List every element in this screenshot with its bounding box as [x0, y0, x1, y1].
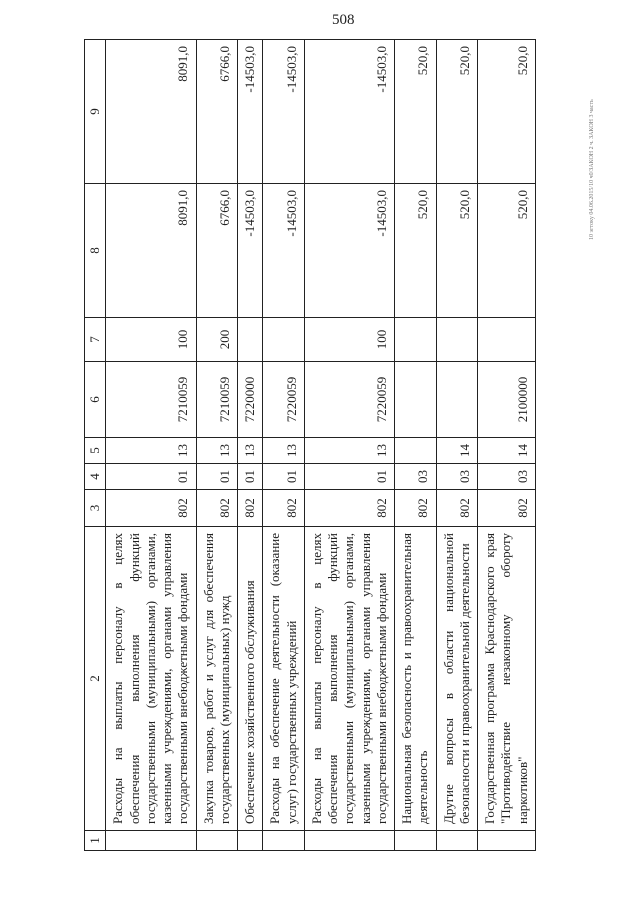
row-number-cell: [304, 831, 394, 851]
expense-type-cell: [263, 318, 305, 362]
subsection-code-cell: 13: [263, 438, 305, 464]
expense-type-cell: 100: [106, 318, 196, 362]
header-cell: 9: [85, 40, 106, 184]
ministry-code-cell: 802: [436, 490, 478, 527]
table-row: [238, 40, 263, 851]
ministry-code-cell: 802: [106, 490, 196, 527]
target-article-cell: 7210059: [196, 362, 238, 438]
table-row: [436, 40, 478, 851]
header-cell: 5: [85, 438, 106, 464]
total-amount-cell: 8091,0: [106, 40, 196, 184]
section-code-cell: 03: [478, 464, 536, 490]
total-amount-cell: 520,0: [395, 40, 437, 184]
subsection-code-cell: 13: [238, 438, 263, 464]
target-article-cell: 7220000: [238, 362, 263, 438]
expense-type-cell: 200: [196, 318, 238, 362]
subsection-code-cell: 14: [436, 438, 478, 464]
header-cell: 4: [85, 464, 106, 490]
subsection-code-cell: 14: [478, 438, 536, 464]
target-article-cell: 7220059: [263, 362, 305, 438]
table-row: [478, 40, 536, 851]
row-number-cell: [106, 831, 196, 851]
ministry-code-cell: 802: [304, 490, 394, 527]
row-number-cell: [395, 831, 437, 851]
total-amount-cell: 520,0: [436, 40, 478, 184]
total-amount-cell: -14503,0: [304, 40, 394, 184]
amount-cell: 520,0: [395, 184, 437, 318]
amount-cell: 6766,0: [196, 184, 238, 318]
target-article-cell: 7210059: [106, 362, 196, 438]
section-code-cell: 03: [395, 464, 437, 490]
section-code-cell: 01: [263, 464, 305, 490]
page-number: 508: [332, 12, 355, 28]
footer-text: 10 эгтоку 04.06.2015/10 ч0/ЗАКОН 2 ч. ЗАКОН 3 часть: [589, 99, 595, 240]
amount-cell: 8091,0: [106, 184, 196, 318]
section-code-cell: 01: [304, 464, 394, 490]
description-cell: Национальная безопасность и правоохранительная деятельность: [395, 527, 437, 831]
table-row: [304, 40, 394, 851]
rotated-page: [84, 40, 614, 851]
description-cell: Расходы на обеспечение деятельности (оказание услуг) государственных учреждений: [263, 527, 305, 831]
target-article-cell: [395, 362, 437, 438]
ministry-code-cell: 802: [263, 490, 305, 527]
amount-cell: 520,0: [436, 184, 478, 318]
header-cell: 3: [85, 490, 106, 527]
total-amount-cell: -14503,0: [263, 40, 305, 184]
budget-table: [84, 39, 536, 851]
subsection-code-cell: 13: [106, 438, 196, 464]
ministry-code-cell: 802: [478, 490, 536, 527]
description-cell: Расходы на выплаты персоналу в целях обеспечения выполнения функций государственными (муниципальными) органами, казенными учреждениями, органами управления государственными внебюджетными фондами: [304, 527, 394, 831]
row-number-cell: [436, 831, 478, 851]
row-number-cell: [196, 831, 238, 851]
target-article-cell: [436, 362, 478, 438]
expense-type-cell: [478, 318, 536, 362]
description-cell: Закупка товаров, работ и услуг для обеспечения государственных (муниципальных) нужд: [196, 527, 238, 831]
ministry-code-cell: 802: [395, 490, 437, 527]
section-code-cell: 03: [436, 464, 478, 490]
subsection-code-cell: [395, 438, 437, 464]
description-cell: Расходы на выплаты персоналу в целях обеспечения выполнения функций государственными (муниципальными) органами, казенными учреждениями, органами управления государственными внебюджетными фондами: [106, 527, 196, 831]
row-number-cell: [478, 831, 536, 851]
row-number-cell: [263, 831, 305, 851]
table-row: [263, 40, 305, 851]
header-cell: 1: [85, 831, 106, 851]
total-amount-cell: 6766,0: [196, 40, 238, 184]
header-cell: 8: [85, 184, 106, 318]
total-amount-cell: -14503,0: [238, 40, 263, 184]
target-article-cell: 2100000: [478, 362, 536, 438]
row-number-cell: [238, 831, 263, 851]
table-row: [196, 40, 238, 851]
ministry-code-cell: 802: [238, 490, 263, 527]
description-cell: Другие вопросы в области национальной безопасности и правоохранительной деятельности: [436, 527, 478, 831]
ministry-code-cell: 802: [196, 490, 238, 527]
amount-cell: -14503,0: [304, 184, 394, 318]
subsection-code-cell: 13: [304, 438, 394, 464]
expense-type-cell: [238, 318, 263, 362]
table-header-row: [85, 40, 106, 851]
header-cell: 6: [85, 362, 106, 438]
expense-type-cell: [436, 318, 478, 362]
target-article-cell: 7220059: [304, 362, 394, 438]
table-row: [106, 40, 196, 851]
description-cell: Государственная программа Краснодарского края "Противодействие незаконному обороту наркотиков": [478, 527, 536, 831]
expense-type-cell: [395, 318, 437, 362]
amount-cell: -14503,0: [263, 184, 305, 318]
expense-type-cell: 100: [304, 318, 394, 362]
amount-cell: -14503,0: [238, 184, 263, 318]
header-cell: 7: [85, 318, 106, 362]
subsection-code-cell: 13: [196, 438, 238, 464]
section-code-cell: 01: [196, 464, 238, 490]
description-cell: Обеспечение хозяйственного обслуживания: [238, 527, 263, 831]
header-cell: 2: [85, 527, 106, 831]
total-amount-cell: 520,0: [478, 40, 536, 184]
amount-cell: 520,0: [478, 184, 536, 318]
section-code-cell: 01: [238, 464, 263, 490]
table-row: [395, 40, 437, 851]
section-code-cell: 01: [106, 464, 196, 490]
